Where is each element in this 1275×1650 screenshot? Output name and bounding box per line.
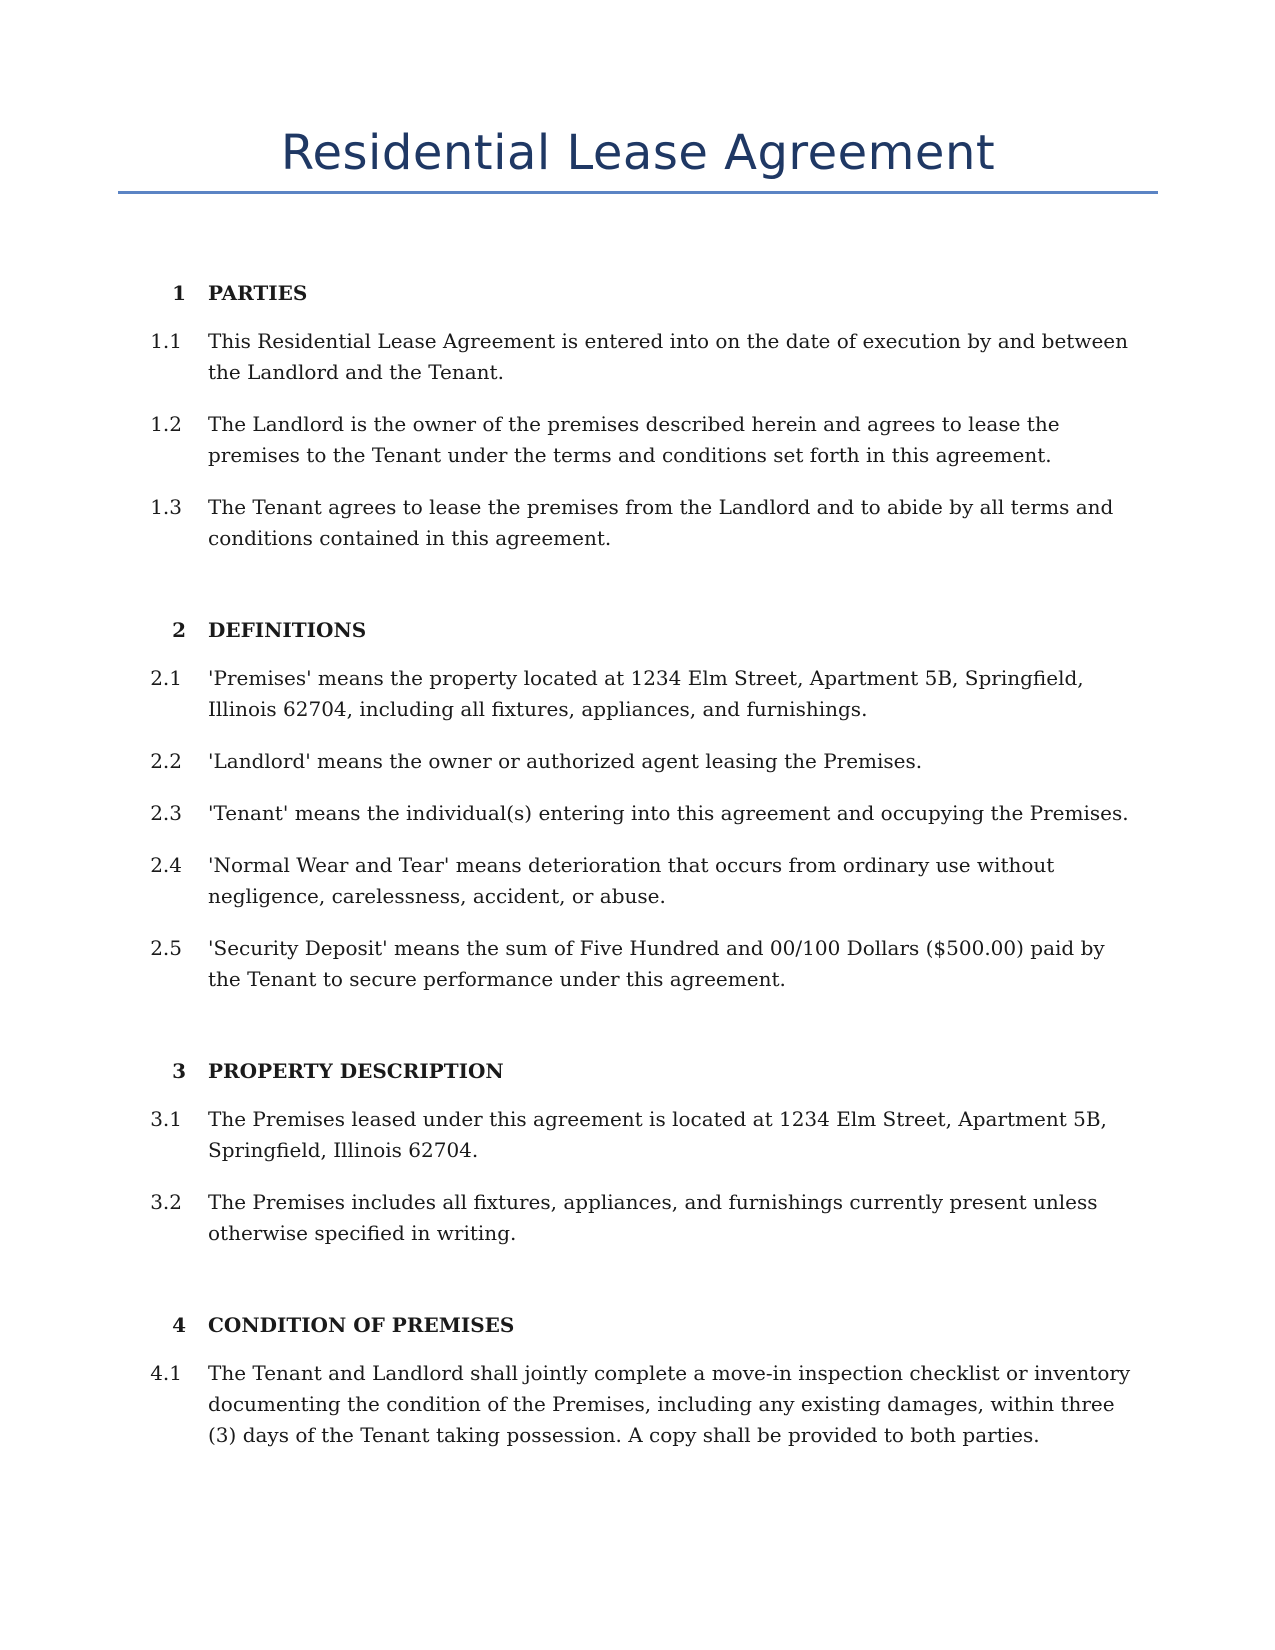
- clause-1-2: [118, 409, 1158, 471]
- document-title: Residential Lease Agreement: [280, 125, 996, 181]
- section-number: 2: [172, 618, 186, 642]
- clause-4-1: [118, 1358, 1158, 1451]
- clause-1-3: [118, 492, 1158, 554]
- clause-text: 'Normal Wear and Tear' means deterioration that occurs from ordinary use without negligence, carelessness, accident, or abuse.: [208, 853, 1055, 908]
- clause-number: 1.2: [150, 412, 182, 436]
- clause-text: 'Premises' means the property located at 1234 Elm Street, Apartment 5B, Springfield, Illinois 62704, including all fixtures, appliances, and furnishings.: [208, 666, 1084, 721]
- title-divider: [118, 191, 1158, 194]
- clause-text: The Tenant agrees to lease the premises from the Landlord and to abide by all terms and conditions contained in this agreement.: [208, 495, 1114, 550]
- clause-3-1: [118, 1104, 1158, 1166]
- clause-number: 3.2: [150, 1190, 182, 1214]
- clause-2-3: [118, 798, 1158, 829]
- clause-text: The Premises includes all fixtures, appliances, and furnishings currently present unless otherwise specified in writing.: [208, 1190, 1098, 1245]
- clause-text: 'Landlord' means the owner or authorized agent leasing the Premises.: [208, 749, 923, 773]
- clause-text: 'Tenant' means the individual(s) entering into this agreement and occupying the Premises.: [208, 801, 1129, 825]
- section-number: 4: [172, 1313, 186, 1337]
- clause-number: 2.5: [150, 936, 182, 960]
- section-heading: [118, 1056, 1158, 1086]
- clause-number: 2.4: [150, 853, 182, 877]
- section-title: CONDITION OF PREMISES: [208, 1313, 515, 1337]
- clause-2-1: [118, 663, 1158, 725]
- section-parties: [118, 278, 1158, 554]
- section-heading: [118, 615, 1158, 645]
- section-heading: [118, 278, 1158, 308]
- clause-text: The Landlord is the owner of the premises described herein and agrees to lease the premises to the Tenant under the terms and conditions set forth in this agreement.: [208, 412, 1060, 467]
- section-heading: [118, 1310, 1158, 1340]
- clause-number: 2.1: [150, 666, 182, 690]
- section-condition-of-premises: [118, 1310, 1158, 1451]
- clause-text: The Tenant and Landlord shall jointly complete a move-in inspection checklist or inventory documenting the condition of the Premises, including any existing damages, within three (3) days of the Tenant taking possession. A copy shall be provided to both parties.: [208, 1361, 1131, 1447]
- clause-3-2: [118, 1187, 1158, 1249]
- clause-text: 'Security Deposit' means the sum of Five Hundred and 00/100 Dollars ($500.00) paid by the Tenant to secure performance under this agreement.: [208, 936, 1105, 991]
- clause-2-2: [118, 746, 1158, 777]
- section-definitions: [118, 615, 1158, 995]
- clause-text: The Premises leased under this agreement is located at 1234 Elm Street, Apartment 5B, Springfield, Illinois 62704.: [208, 1107, 1107, 1162]
- section-number: 1: [172, 281, 186, 305]
- clause-number: 1.1: [150, 329, 182, 353]
- clause-2-5: [118, 933, 1158, 995]
- section-title: DEFINITIONS: [208, 618, 367, 642]
- section-title: PARTIES: [208, 281, 308, 305]
- clause-number: 2.2: [150, 749, 182, 773]
- document-body: [118, 268, 1158, 1512]
- clause-number: 1.3: [150, 495, 182, 519]
- clause-2-4: [118, 850, 1158, 912]
- clause-number: 3.1: [150, 1107, 182, 1131]
- section-number: 3: [172, 1059, 186, 1083]
- section-title: PROPERTY DESCRIPTION: [208, 1059, 504, 1083]
- clause-1-1: [118, 326, 1158, 388]
- section-property-description: [118, 1056, 1158, 1249]
- clause-text: This Residential Lease Agreement is entered into on the date of execution by and between the Landlord and the Tenant.: [208, 329, 1129, 384]
- clause-number: 2.3: [150, 801, 182, 825]
- clause-number: 4.1: [150, 1361, 182, 1385]
